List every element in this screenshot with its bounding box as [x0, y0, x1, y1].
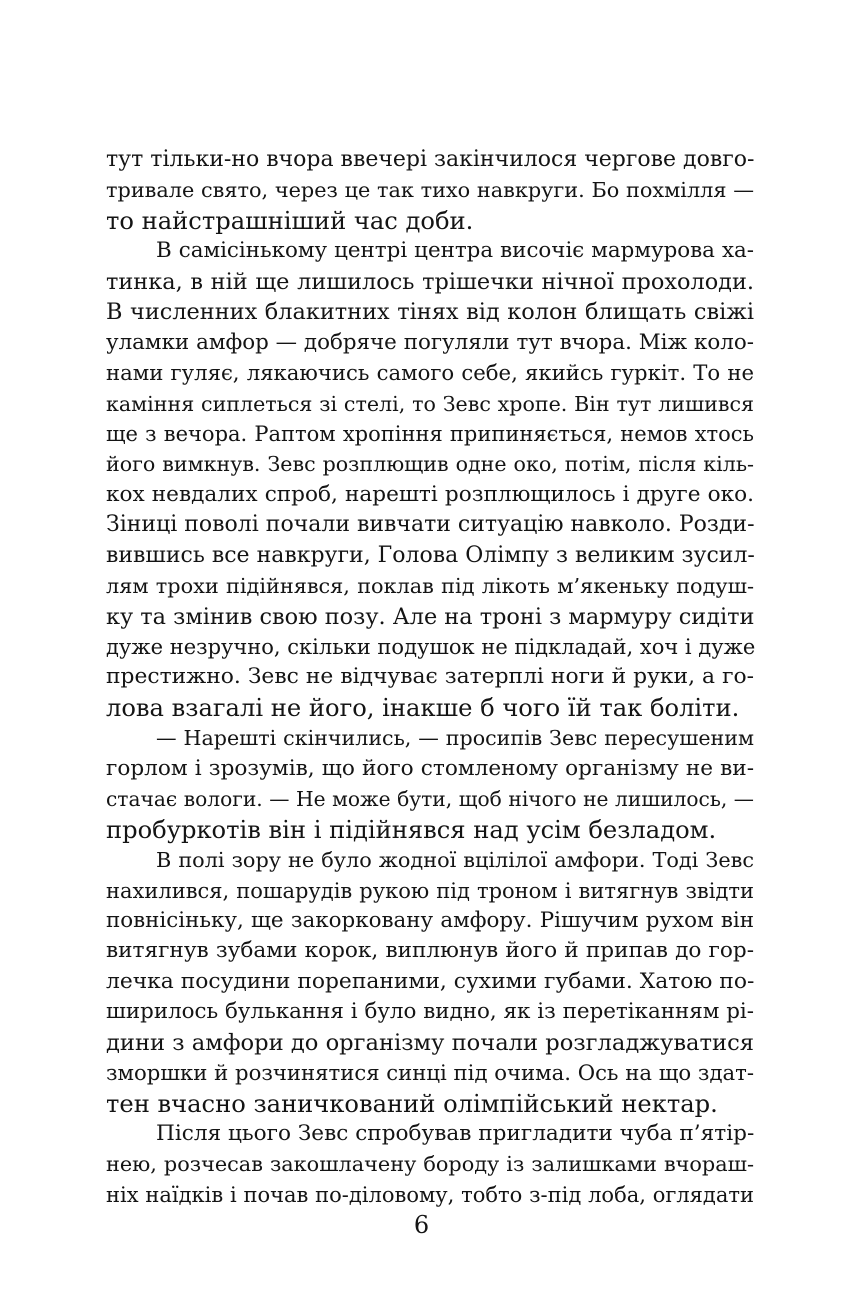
text-line: то найстрашніший час доби. [106, 206, 474, 235]
page-body-text [106, 145, 754, 1210]
text-line: ніх наїдків і почав по-діловому, тобто з-під лоба, оглядати [106, 1182, 754, 1207]
text-line: ширилось булькання і було видно, як із перетіканням рі- [106, 999, 754, 1025]
text-line: ку та змінив свою позу. Але на троні з мармуру сидіти [106, 603, 755, 630]
text-line: нею, розчесав закошлачену бороду із залишками вчораш- [106, 1152, 754, 1177]
text-line: лова взагалі не його, інакше б чого їй так боліти. [106, 693, 740, 722]
text-line: стачає вологи. — Не може бути, щоб нічого не лишилось, — [106, 787, 754, 812]
text-line: ще з вечора. Раптом хропіння припиняється, немов хтось [106, 421, 754, 446]
text-line: вившись все навкруги, Голова Олімпу з великим зусил- [106, 542, 755, 568]
text-line: тривале свято, через це так тихо навкруги. Бо похмілля — [106, 178, 754, 203]
text-line: повнісіньку, ще закорковану амфору. Рішучим рухом він [106, 907, 754, 933]
text-line: лям трохи підійнявся, поклав під лікоть м’якеньку подуш- [106, 574, 754, 599]
text-line: тен вчасно заничкований олімпійський нектар. [106, 1089, 718, 1118]
text-line: В численних блакитних тінях від колон блищать свіжі [106, 299, 754, 326]
text-line: каміння сиплеться зі стелі, то Зевс хропе. Він тут лишився [106, 391, 754, 416]
text-line: зморшки й розчинятися синці під очима. Ось на що здат- [106, 1060, 754, 1086]
text-line: нахилився, пошарудів рукою під троном і витягнув звідти [106, 878, 754, 903]
text-line: його вимкнув. Зевс розплющив одне око, потім, після кіль- [106, 452, 754, 477]
text-line: кох невдалих спроб, нарешті розплющилось і друге око. [106, 481, 754, 507]
text-line: В самісінькому центрі центра височіє мармурова ха- [156, 238, 754, 264]
text-line: пробуркотів він і підійнявся над усім безладом. [106, 815, 717, 844]
text-line: нами гуляє, лякаючись самого себе, якийсь гуркіт. То не [106, 360, 754, 386]
text-line: В полі зору не було жодної вцілілої амфори. Тоді Зевс [156, 848, 754, 873]
text-line: престижно. Зевс не відчуває затерплі ноги й руки, а го- [106, 664, 754, 690]
text-line: уламки амфор — добряче погуляли тут вчора. Між коло- [106, 329, 754, 355]
text-line: — Нарешті скінчились, — просипів Зевс пересушеним [156, 726, 754, 751]
text-line: лечка посудини порепаними, сухими губами. Хатою по- [106, 968, 755, 994]
text-line: дуже незручно, скільки подушок не підкладай, хоч і дуже [106, 635, 756, 659]
text-line: горлом і зрозумів, що його стомленому організму не ви- [106, 755, 754, 781]
page-number: 6 [413, 1211, 430, 1239]
text-line: дини з амфори до організму почали розгладжуватися [106, 1029, 754, 1056]
text-line: Зіниці поволі почали вивчати ситуацію навколо. Розди- [106, 512, 755, 538]
text-line: Після цього Зевс спробував пригладити чуба п’ятір- [156, 1121, 755, 1146]
text-line: витягнув зубами корок, виплюнув його й припав до гор- [106, 938, 754, 964]
text-line: тинка, в ній ще лишилось трішечки нічної прохолоди. [106, 268, 754, 295]
text-line: тут тільки-но вчора ввечері закінчилося чергове довго- [106, 147, 755, 172]
